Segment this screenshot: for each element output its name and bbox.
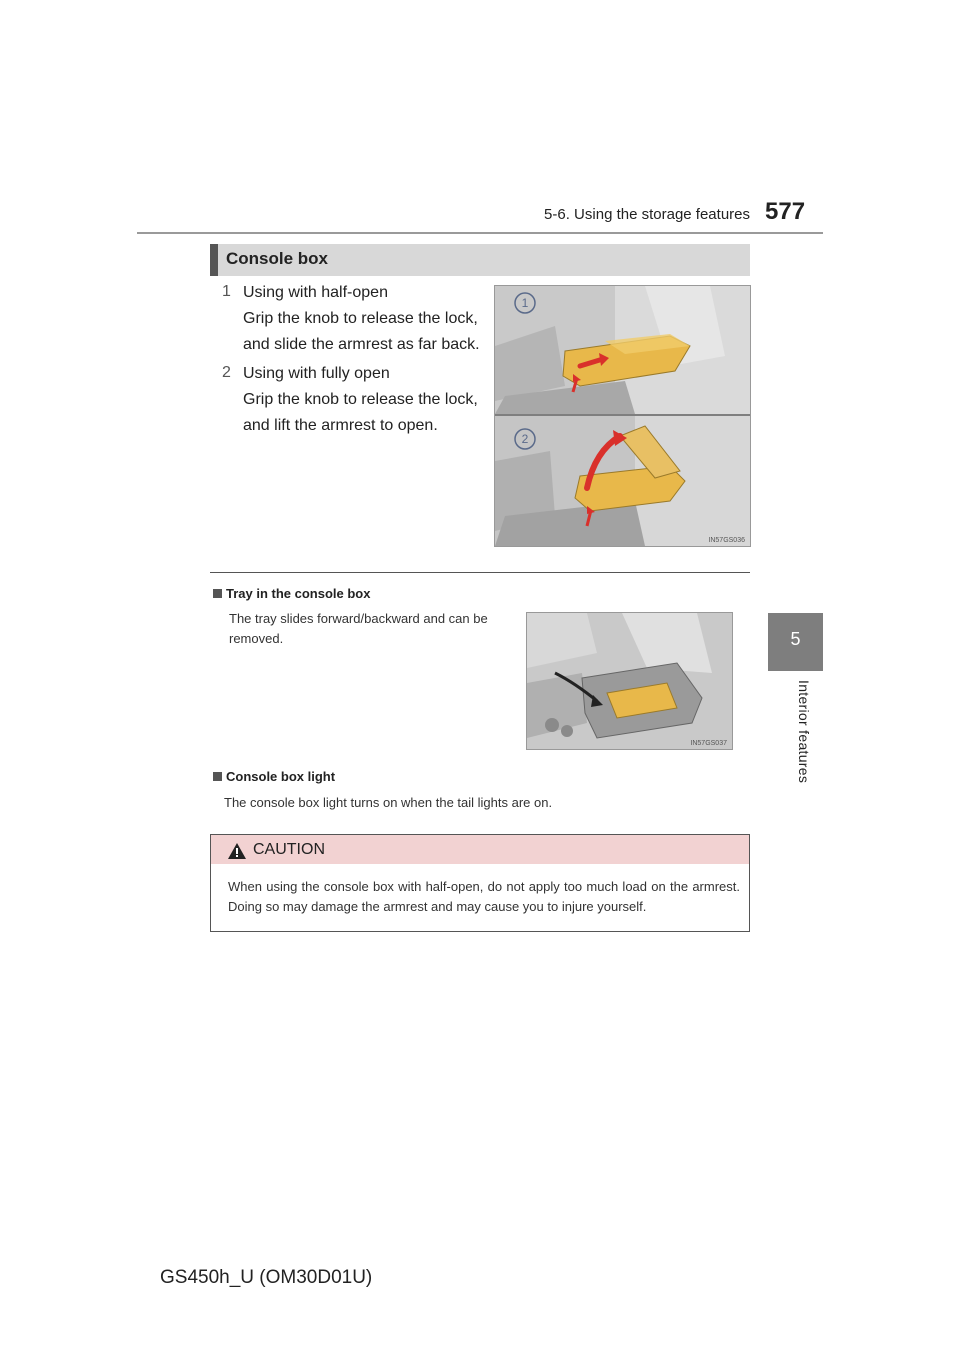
page-number: 577: [765, 198, 806, 225]
step-title: Using with fully open: [243, 365, 390, 382]
caution-text: When using the console box with half-open, do not apply too much load on the armrest. Doing so may damage the armrest and may cause you to injure yourself.: [228, 879, 740, 914]
footer-model: GS450h_U (OM30D01U): [160, 1267, 373, 1288]
step-description: and slide the armrest as far back.: [243, 336, 480, 353]
light-heading: Console box light: [213, 769, 335, 784]
tray-heading: Tray in the console box: [213, 586, 370, 601]
square-bullet-icon: [213, 772, 222, 781]
section-heading-bar: [210, 244, 218, 276]
step-description: and lift the armrest to open.: [243, 417, 438, 434]
figure-code: IN57GS036: [708, 537, 745, 544]
step-title: Using with half-open: [243, 284, 388, 301]
caution-title: CAUTION: [253, 841, 325, 858]
square-bullet-icon: [213, 589, 222, 598]
step-description: Grip the knob to release the lock,: [243, 310, 478, 327]
tray-description: The tray slides forward/backward and can be removed.: [229, 611, 488, 646]
step-number: 1: [222, 283, 231, 300]
section-title: Console box: [226, 249, 329, 268]
warning-icon: [227, 842, 247, 860]
figure-code: IN57GS037: [690, 740, 727, 747]
step-item: [243, 280, 480, 358]
chapter-tab: [768, 613, 823, 671]
step-number: 2: [222, 364, 231, 381]
chapter-tab-number: 5: [790, 629, 801, 649]
header-rule: [137, 232, 823, 234]
section-divider: [210, 572, 750, 573]
console-box-figure: [494, 285, 751, 547]
step-item: [243, 361, 478, 439]
step-description: Grip the knob to release the lock,: [243, 391, 478, 408]
chapter-tab-label: Interior features: [796, 680, 812, 784]
figure-callout: 1: [521, 296, 529, 310]
running-header: 5-6. Using the storage features: [544, 206, 750, 223]
console-box-illustration: [495, 286, 750, 546]
tray-figure: [526, 612, 733, 750]
tray-illustration: [527, 613, 732, 749]
figure-callout: 2: [521, 432, 529, 446]
light-description: The console box light turns on when the tail lights are on.: [224, 795, 553, 810]
